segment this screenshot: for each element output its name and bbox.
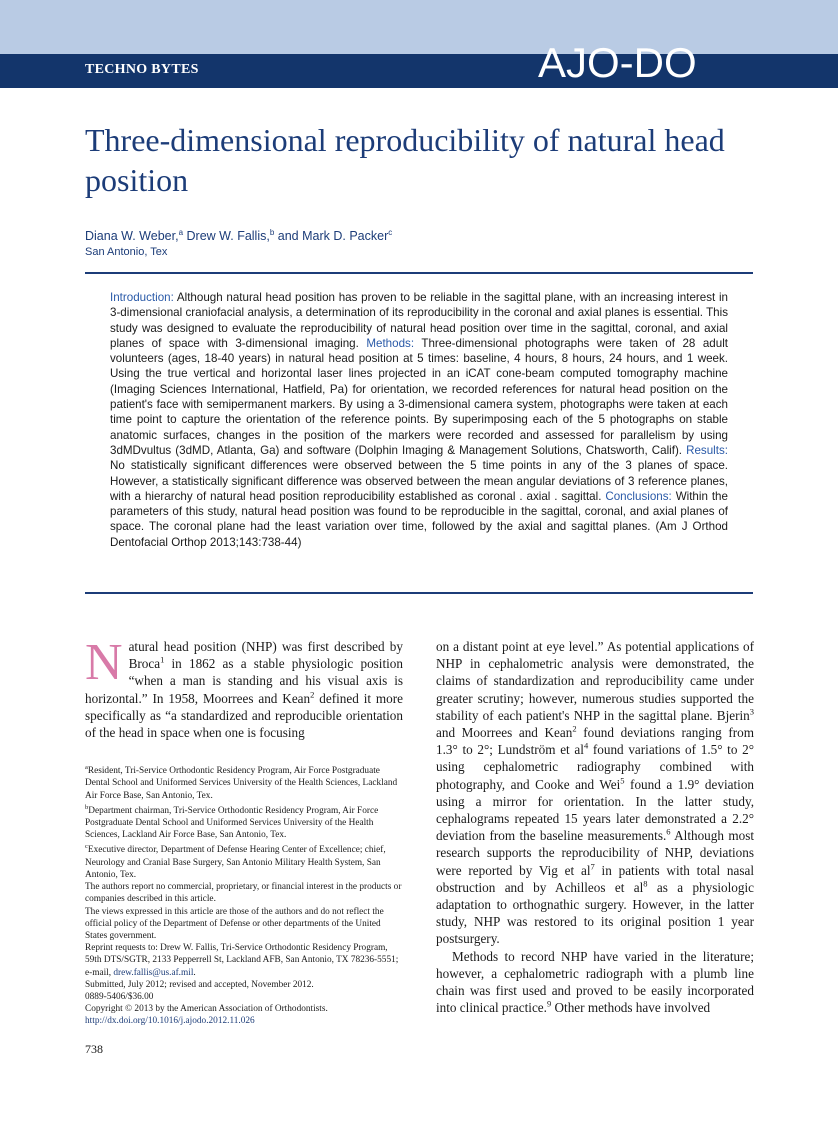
author-affiliation-mark: c (388, 228, 393, 237)
citation-ref: 2 (310, 689, 315, 700)
author-name: and Mark D. Packer (277, 229, 389, 244)
citation-ref: 2 (572, 723, 577, 734)
reprint-end: . (193, 967, 196, 978)
body-text: Methods to record NHP have varied in the literature; however, a cephalometric radiograph with a plumb line chain was first used and proved to be easily incorporated into clinical practice. (436, 948, 754, 1016)
author-affiliation-mark: a (178, 228, 184, 237)
body-text: found variations of 1.5° to 2° using cephalometric radiography combined with photography, and Cooke and Wei (436, 742, 754, 792)
issn-note: 0889-5406/$36.00 (85, 991, 154, 1002)
citation-ref: 4 (583, 740, 589, 751)
body-text: in patients with total nasal obstruction and by Achilleos et al (436, 862, 754, 895)
abstract-introduction-heading: Introduction: (110, 291, 174, 304)
doi-link[interactable]: http://dx.doi.org/10.1016/j.ajodo.2012.11.026 (85, 1016, 255, 1027)
footnote-text: Executive director, Department of Defense Hearing Center of Excellence; chief, Neurology and Cranial Base Surgery, San Antonio Military Health System, San Antonio, Tex. (85, 845, 386, 880)
email-link[interactable]: drew.fallis@us.af.mil (113, 967, 194, 978)
citation-ref: 1 (160, 654, 165, 665)
body-text: found deviations ranging from 1.3° to 2°; Lundström et al (436, 725, 755, 758)
footnote-text: Resident, Tri-Service Orthodontic Residency Program, Air Force Postgraduate Dental School and Uniformed Services University of the Health Sciences, Lackland Air Force Base, San Antonio, Tex. (85, 766, 398, 801)
footnote-mark: b (85, 803, 89, 811)
page-number: 738 (85, 1042, 103, 1056)
footnote-mark: a (85, 764, 88, 771)
abstract-methods-text: Three-dimensional photographs were taken of 28 adult volunteers (ages, 18-40 years) in natural head position at 5 times: baseline, 4 hours, 8 hours, 24 hours, and 1 week. Using the true vertical and horizontal laser lines projected in an iCAT cone-beam computed tomography machine (Imaging Sciences International, Hatfield, Pa) for orientation, we recorded references for natural head position on the patient's face with semipermanent markers. By using a 3-dimensional camera system, photographs were taken at each time point to capture the orientation of the reference points. By superimposing each of the 5 photographs on stable anatomic surfaces, changes in the position of the markers were recorded and assessed for parallelism by using 3dMDvultus (3dMD, Atlanta, Ga) and software (Dolphin Imaging & Management Solutions, Chatsworth, Calif). (110, 336, 728, 457)
citation-ref: 6 (666, 826, 671, 837)
footnote-b (85, 802, 403, 842)
citation-ref: 3 (749, 706, 754, 717)
citation-ref: 8 (643, 878, 648, 889)
citation-ref: 7 (590, 861, 595, 872)
body-text: atural head position (NHP) was first described by Broca (128, 639, 403, 672)
abstract-top-rule (85, 272, 753, 274)
abstract-conclusions-text: Within the parameters of this study, natural head position was found to be reproducible in the sagittal, coronal, and axial planes of space. The coronal plane had the least variation over time, followed by the axial and sagittal planes. (Am J Orthod Dentofacial Orthop 2013;143:738-44) (110, 489, 728, 549)
body-column-left (85, 634, 404, 741)
body-text: in 1862 as a stable physiologic position “when a man is standing and his visual axis is horizontal.” In 1958, Moorrees and Kean (85, 656, 403, 706)
abstract-results-text: No statistically significant differences were observed between the 5 time points in any of the 3 planes of space. However, a statistically significant difference was observed between the mean angular deviations of 3 reference planes, with a hierarchy of natural head position reproducibility established as coronal . axial . sagittal. (110, 459, 728, 503)
body-text: found a 1.9° deviation using a mirror for orientation. In the latter study, cephalograms repeated 15 years later demonstrated a 2.2° deviation from the baseline measurements. (436, 776, 755, 844)
author-name: Drew W. Fallis, (186, 229, 270, 244)
citation-ref: 5 (620, 775, 625, 786)
footnotes (85, 762, 403, 1028)
body-text: defined it more specifically as “a standardized and reproducible orientation of the head in space when one is focusing (85, 690, 404, 741)
citation-ref: 9 (546, 998, 552, 1009)
article-title: Three-dimensional reproducibility of natural head position (85, 122, 725, 198)
author-list (85, 228, 392, 243)
reprint-note (85, 942, 403, 979)
footnote-mark: c (85, 843, 88, 851)
footnote-text: Department chairman, Tri-Service Orthodontic Residency Program, Air Force Postgraduate Dental School and Uniformed Services University of the Health Sciences, Lackland Air Force Base, San Antonio, Tex. (85, 805, 379, 841)
views-note: The views expressed in this article are those of the authors and do not reflect the official policy of the Department of Defense or other departments of the United States government. (85, 906, 384, 941)
footnote-a (85, 762, 403, 802)
author-name: Diana W. Weber, (85, 229, 179, 244)
disclosure-note: The authors report no commercial, proprietary, or financial interest in the products or companies described in this article. (85, 882, 402, 905)
body-text: Although most research supports the reproducibility of NHP, deviations were reported by Vig et al (436, 828, 754, 878)
abstract-results-heading: Results: (686, 443, 728, 457)
reprint-text: Reprint requests to: Drew W. Fallis, Tri-Service Orthodontic Residency Program, 59th DTS/SGTR, 2133 Pepperrell St, Lackland AFB, San Antonio, TX 78236-5551; e-mail, (85, 943, 399, 978)
journal-logo: AJO-DO (538, 39, 697, 86)
drop-cap: N (85, 634, 123, 691)
body-paragraph (436, 948, 754, 1017)
abstract-introduction-text: Although natural head position has proven to be reliable in the sagittal plane, with an increasing interest in 3-dimensional craniofacial analysis, a determination of its reproducibility in the coronal and axial planes is essential. This study was designed to evaluate the reproducibility of natural head position over time in the sagittal, coronal, and axial planes of space with 3-dimensional imaging. (110, 291, 728, 350)
body-text: Other methods have involved (551, 1000, 711, 1016)
body-column-right (436, 638, 754, 1016)
abstract-methods-heading: Methods: (366, 336, 415, 350)
body-text: on a distant point at eye level.” As potential applications of NHP in cephalometric analysis were demonstrated, the claims of standardization and reproducibility came under greater scrutiny; however, numerous studies supported the stability of each patient's NHP in the sagittal plane. Bjerin (436, 639, 754, 723)
body-paragraph (436, 638, 754, 948)
body-text: as a physiologic adaptation to orthognathic surgery. However, in the latter study, NHP was restored to its original position 1 year postsurgery. (436, 879, 754, 947)
header-top-band (0, 0, 838, 54)
abstract-bottom-rule (85, 592, 753, 594)
body-paragraph (85, 634, 404, 741)
footnote-c (85, 841, 403, 881)
copyright-note: Copyright © 2013 by the American Association of Orthodontists. (85, 1004, 328, 1015)
section-label: TECHNO BYTES (85, 62, 199, 77)
author-location: San Antonio, Tex (85, 246, 168, 258)
submitted-note: Submitted, July 2012; revised and accepted, November 2012. (85, 979, 314, 990)
body-text: and Moorrees and Kean (436, 725, 573, 741)
abstract (110, 290, 728, 550)
abstract-conclusions-heading: Conclusions: (605, 489, 672, 503)
author-affiliation-mark: b (269, 228, 275, 237)
